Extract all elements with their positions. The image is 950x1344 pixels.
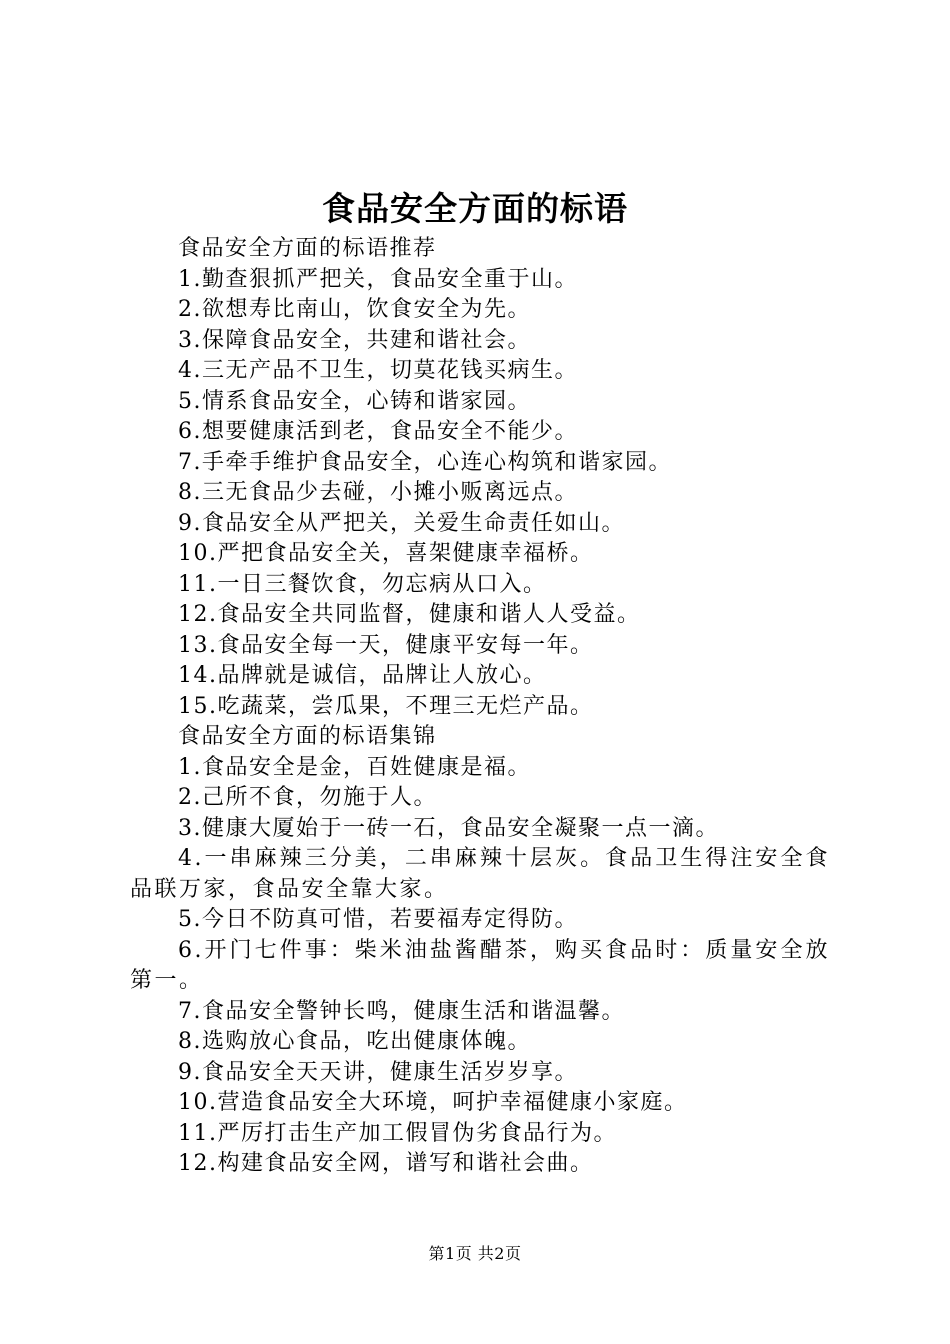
slogan-line: 2.欲想寿比南山，饮食安全为先。 [178,297,531,322]
slogan-line: 5.今日不防真可惜，若要福寿定得防。 [178,907,578,932]
slogan-line: 10.营造食品安全大环境，呵护幸福健康小家庭。 [178,1090,688,1115]
document-title: 食品安全方面的标语 [322,189,628,228]
slogan-line: 11.一日三餐饮食，勿忘病从口入。 [178,571,547,597]
slogan-line: 12.构建食品安全网，谱写和谐社会曲。 [178,1151,594,1176]
slogan-line: 13.食品安全每一天，健康平安每一年。 [178,632,594,658]
slogan-line: 14.品牌就是诚信，品牌让人放心。 [178,663,547,688]
slogan-paragraph: 4.一串麻辣三分美，二串麻辣十层灰。食品卫生得注安全食品联万家，食品安全靠大家。 [130,846,830,902]
slogan-line: 3.保障食品安全，共建和谐社会。 [178,327,531,353]
slogan-line: 10.严把食品安全关，喜架健康幸福桥。 [178,541,594,566]
slogan-paragraph: 6.开门七件事：柴米油盐酱醋茶，购买食品时：质量安全放第一。 [130,937,830,993]
slogan-line: 1.勤查狠抓严把关，食品安全重于山。 [178,266,578,292]
slogan-line: 9.食品安全从严把关，关爱生命责任如山。 [178,510,625,536]
slogan-line: 12.食品安全共同监督，健康和谐人人受益。 [178,602,641,627]
slogan-line: 1.食品安全是金，百姓健康是福。 [178,754,531,780]
section-heading: 食品安全方面的标语推荐 [178,236,437,261]
document-body [130,234,830,1180]
slogan-line: 3.健康大厦始于一砖一石，食品安全凝聚一点一滴。 [178,815,719,841]
slogan-line: 9.食品安全天天讲，健康生活岁岁享。 [178,1059,578,1085]
slogan-line: 5.情系食品安全，心铸和谐家园。 [178,388,531,414]
slogan-line: 15.吃蔬菜，尝瓜果，不理三无烂产品。 [178,693,594,719]
slogan-line: 8.选购放心食品，吃出健康体魄。 [178,1029,531,1054]
section-heading: 食品安全方面的标语集锦 [178,724,437,749]
slogan-line: 11.严厉打击生产加工假冒伪劣食品行为。 [178,1120,617,1146]
slogan-line: 4.三无产品不卫生，切莫花钱买病生。 [178,358,578,383]
page-number-footer: 第1页 共2页 [428,1244,522,1263]
slogan-line: 7.手牵手维护食品安全，心连心构筑和谐家园。 [178,449,672,475]
slogan-line: 6.想要健康活到老，食品安全不能少。 [178,419,578,444]
slogan-line: 8.三无食品少去碰，小摊小贩离远点。 [178,480,578,505]
slogan-line: 2.己所不食，勿施于人。 [178,785,437,810]
slogan-line: 7.食品安全警钟长鸣，健康生活和谐温馨。 [178,998,625,1024]
